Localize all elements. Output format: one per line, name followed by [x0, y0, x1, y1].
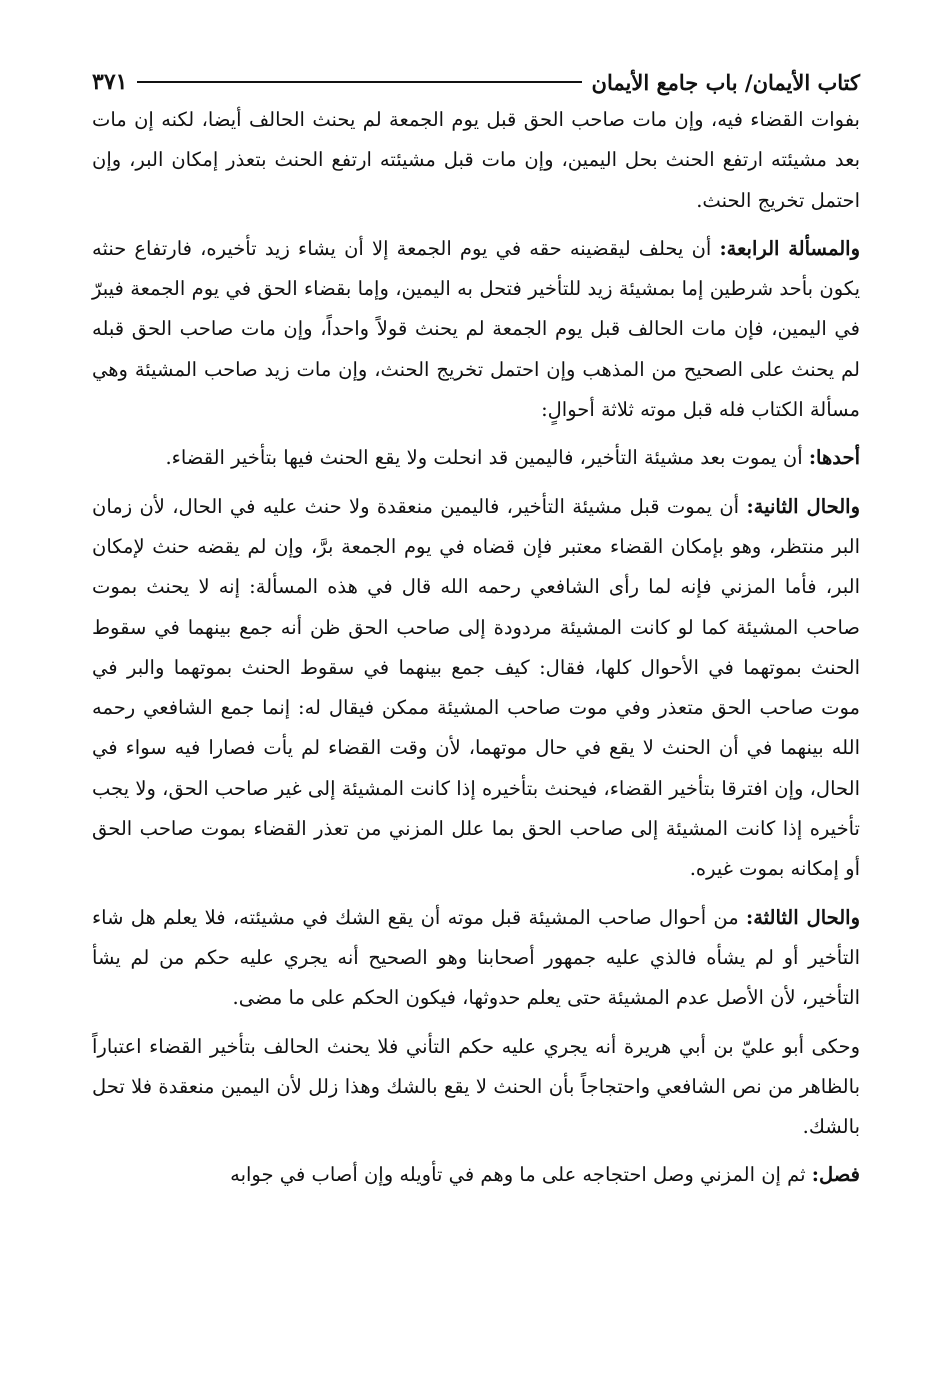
header-rule: [137, 81, 581, 83]
paragraph: [92, 100, 860, 221]
paragraph-heading: والمسألة الرابعة:: [719, 236, 860, 260]
paragraph: [92, 1155, 860, 1195]
paragraph-text: أن يموت بعد مشيئة التأخير، فاليمين قد انحلت ولا يقع الحنث فيها بتأخير القضاء.: [165, 446, 803, 470]
paragraph-heading: أحدها:: [808, 446, 860, 470]
paragraph-text: من أحوال صاحب المشيئة قبل موته أن يقع الشك في مشيئته، فلا يعلم هل شاء التأخير أو لم يشأه فالذي عليه جمهور أصحابنا وهو الصحيح أنه يجري عليه حكم من لم يشأ التأخير، لأن الأصل عدم المشيئة حتى يعلم حدوثها، فيكون الحكم على ما مضى.: [92, 905, 860, 1010]
paragraph: [92, 229, 860, 430]
paragraph-text: أن يحلف ليقضينه حقه في يوم الجمعة إلا أن يشاء زيد تأخيره، فارتفاع حنثه يكون بأحد شرطين إما بمشيئة زيد للتأخير فتحل به اليمين، وإما بقضاء الحق في يوم الجمعة فيبرّ في اليمين، فإن مات الحالف قبل يوم الجمعة لم يحنث قولاً واحداً، وإن مات صاحب الحق قبله لم يحنث على الصحيح من المذهب وإن احتمل تخريج الحنث، وإن مات زيد صاحب المشيئة وهي مسألة الكتاب فله قبل موته ثلاثة أحوالٍ:: [92, 236, 860, 422]
paragraph: [92, 487, 860, 890]
paragraph-heading: فصل:: [811, 1163, 860, 1187]
paragraph: [92, 898, 860, 1019]
paragraph-text: بفوات القضاء فيه، وإن مات صاحب الحق قبل يوم الجمعة لم يحنث الحالف أيضا، لكنه إن مات بعد مشيئته ارتفع الحنث بحل اليمين، وإن مات قبل مشيئته ارتفع الحنث بتعذر إمكان البر، وإن احتمل تخريج الحنث.: [92, 108, 860, 212]
running-header: [92, 62, 860, 102]
paragraph: [92, 438, 860, 478]
page-number: ٣٧١: [92, 69, 128, 95]
paragraph-text: أن يموت قبل مشيئة التأخير، فاليمين منعقدة ولا حنث عليه في الحال، لأن زمان البر منتظر، وهو بإمكان القضاء معتبر فإن قضاه في يوم الجمعة برَّ، وإن لم يقضه حنث لإمكان البر، فأما المزني فإنه لما رأى الشافعي رحمه الله قال في هذه المسألة: إنه لا يحنث بموت صاحب المشيئة كما لو كانت المشيئة مردودة إلى صاحب الحق ظن أنه جمع بينهما في سقوط الحنث بموتهما في الأحوال كلها، فقال: كيف جمع بينهما في سقوط الحنث بموتهما والبر في موت صاحب الحق متعذر وفي موت صاحب المشيئة ممكن فيقال له: إنما جمع الشافعي رحمه الله بينهما في أن الحنث لا يقع في حال موتهما، لأن وقت القضاء لم يأت فصارا فيه سواء في الحال، وإن افترقا بتأخير القضاء، فيحنث بتأخيره إذا كانت المشيئة إلى غير صاحب الحق، ولا يجب تأخيره إذا كانت المشيئة إلى صاحب الحق بما علل المزني من تعذر القضاء بموت صاحب الحق أو إمكانه بموت غيره.: [92, 494, 860, 881]
paragraph-text: ثم إن المزني وصل احتجاجه على ما وهم في تأويله وإن أصاب في جوابه: [230, 1163, 806, 1187]
paragraph-heading: والحال الثانية:: [746, 494, 860, 518]
paragraph-heading: والحال الثالثة:: [746, 905, 860, 929]
body-text: [92, 100, 860, 1196]
book-page: [92, 62, 860, 1356]
chapter-title: كتاب الأيمان/ باب جامع الأيمان: [591, 69, 860, 95]
paragraph: [92, 1027, 860, 1148]
paragraph-text: وحكى أبو عليّ بن أبي هريرة أنه يجري عليه حكم التأني فلا يحنث الحالف بتأخير القضاء اعتباراً بالظاهر من نص الشافعي واحتجاجاً بأن الحنث لا يقع بالشك وهذا زلل لأن اليمين منعقدة فلا تحل بالشك.: [92, 1034, 860, 1139]
